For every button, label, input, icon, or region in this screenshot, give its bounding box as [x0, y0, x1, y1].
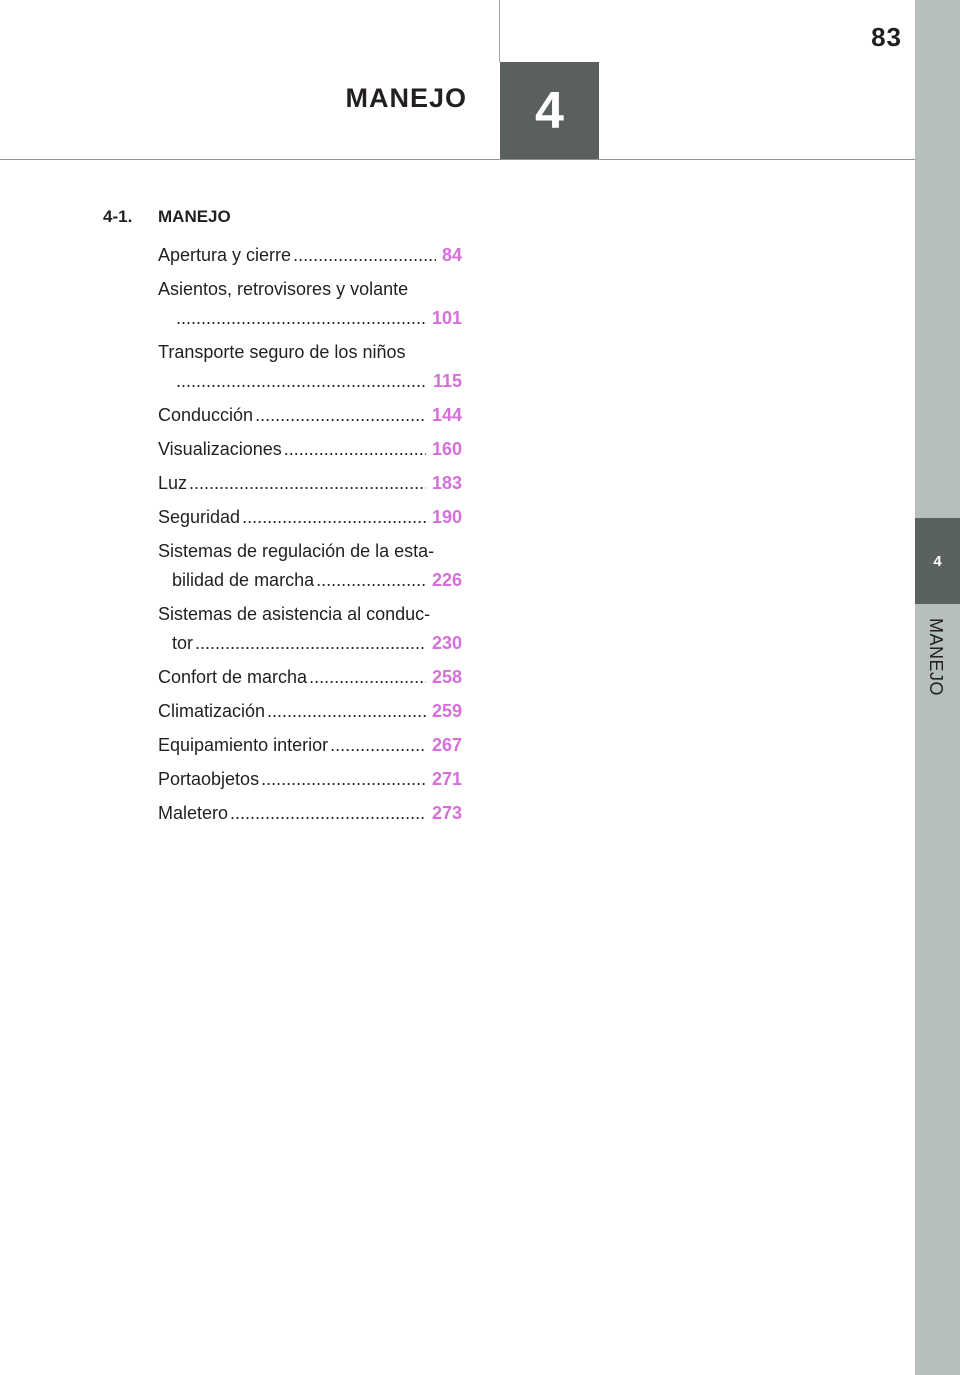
toc-entry[interactable] [158, 338, 462, 396]
chapter-number-box: 4 [500, 62, 599, 159]
toc-entry-label: Apertura y cierre [158, 245, 292, 265]
side-tab-label: MANEJO [926, 618, 946, 697]
toc-leader-dots [255, 401, 426, 430]
toc-entry[interactable] [158, 663, 462, 692]
toc-entry-page-link[interactable]: 273 [431, 803, 462, 823]
toc-entry-page-link[interactable]: 271 [431, 769, 462, 789]
toc-entry-label: Luz [158, 473, 188, 493]
side-thumb-strip [915, 0, 960, 1375]
toc-entry-page-link[interactable]: 230 [431, 633, 462, 653]
toc-leader-dots [189, 469, 426, 498]
toc-entry-label: Maletero [158, 803, 229, 823]
toc-entry[interactable] [158, 401, 462, 430]
toc-leader-dots [293, 241, 436, 270]
toc-entry-label-line1: Sistemas de asistencia al conduc- [158, 604, 431, 624]
toc-leader-dots [309, 663, 426, 692]
toc-entry-page-link[interactable]: 259 [431, 701, 462, 721]
toc-entry[interactable] [158, 435, 462, 464]
toc-entry-page-link[interactable]: 101 [431, 308, 462, 328]
toc-entry-page-link[interactable]: 160 [431, 439, 462, 459]
page-number: 83 [871, 22, 902, 52]
toc-entry[interactable] [158, 469, 462, 498]
header-divider-horizontal [0, 159, 916, 160]
toc-leader-dots [195, 629, 426, 658]
toc-entry[interactable] [158, 275, 462, 333]
toc-entry[interactable] [158, 537, 462, 595]
toc-entry[interactable] [158, 503, 462, 532]
toc-entry-label: bilidad de marcha [172, 570, 315, 590]
chapter-title: MANEJO [345, 83, 467, 113]
toc-entry[interactable] [158, 799, 462, 828]
toc-section-title: MANEJO [158, 207, 231, 226]
toc-section-heading [103, 207, 463, 227]
toc-entry-label: Seguridad [158, 507, 241, 527]
toc-entry-label-line1: Sistemas de regulación de la esta- [158, 541, 435, 561]
toc-entry-label: Confort de marcha [158, 667, 308, 687]
toc-entry-label: Conducción [158, 405, 254, 425]
toc-entry-page-link[interactable]: 144 [431, 405, 462, 425]
header-divider-vertical [499, 0, 500, 62]
toc-leader-dots [316, 566, 426, 595]
toc-entry-page-link[interactable]: 258 [431, 667, 462, 687]
toc-entry-label: Portaobjetos [158, 769, 260, 789]
toc-entry[interactable] [158, 241, 462, 270]
toc-entry-page-link[interactable]: 226 [431, 570, 462, 590]
toc-entry-label: tor [172, 633, 194, 653]
toc-leader-dots [176, 367, 427, 396]
toc-entries [158, 241, 462, 828]
toc-leader-dots [176, 304, 426, 333]
toc-entry-page-link[interactable]: 190 [431, 507, 462, 527]
toc-entry-page-link[interactable]: 115 [432, 371, 462, 391]
toc-entry[interactable] [158, 731, 462, 760]
toc-entry[interactable] [158, 765, 462, 794]
toc-entry-label: Equipamiento interior [158, 735, 329, 755]
side-tab-number[interactable]: 4 [915, 518, 960, 604]
toc-leader-dots [267, 697, 426, 726]
toc-entry-label-line1: Asientos, retrovisores y volante [158, 279, 409, 299]
toc-entry-label: Visualizaciones [158, 439, 282, 459]
table-of-contents [103, 207, 463, 833]
toc-leader-dots [284, 435, 426, 464]
toc-entry[interactable] [158, 697, 462, 726]
toc-entry-label-line1: Transporte seguro de los niños [158, 342, 406, 362]
toc-entry-page-link[interactable]: 267 [431, 735, 462, 755]
toc-entry-page-link[interactable]: 183 [431, 473, 462, 493]
toc-entry[interactable] [158, 600, 462, 658]
toc-leader-dots [242, 503, 426, 532]
toc-leader-dots [230, 799, 426, 828]
toc-entry-label: Climatización [158, 701, 266, 721]
toc-leader-dots [261, 765, 426, 794]
toc-leader-dots [330, 731, 426, 760]
toc-entry-page-link[interactable]: 84 [441, 245, 462, 265]
toc-section-number: 4-1. [103, 207, 133, 226]
